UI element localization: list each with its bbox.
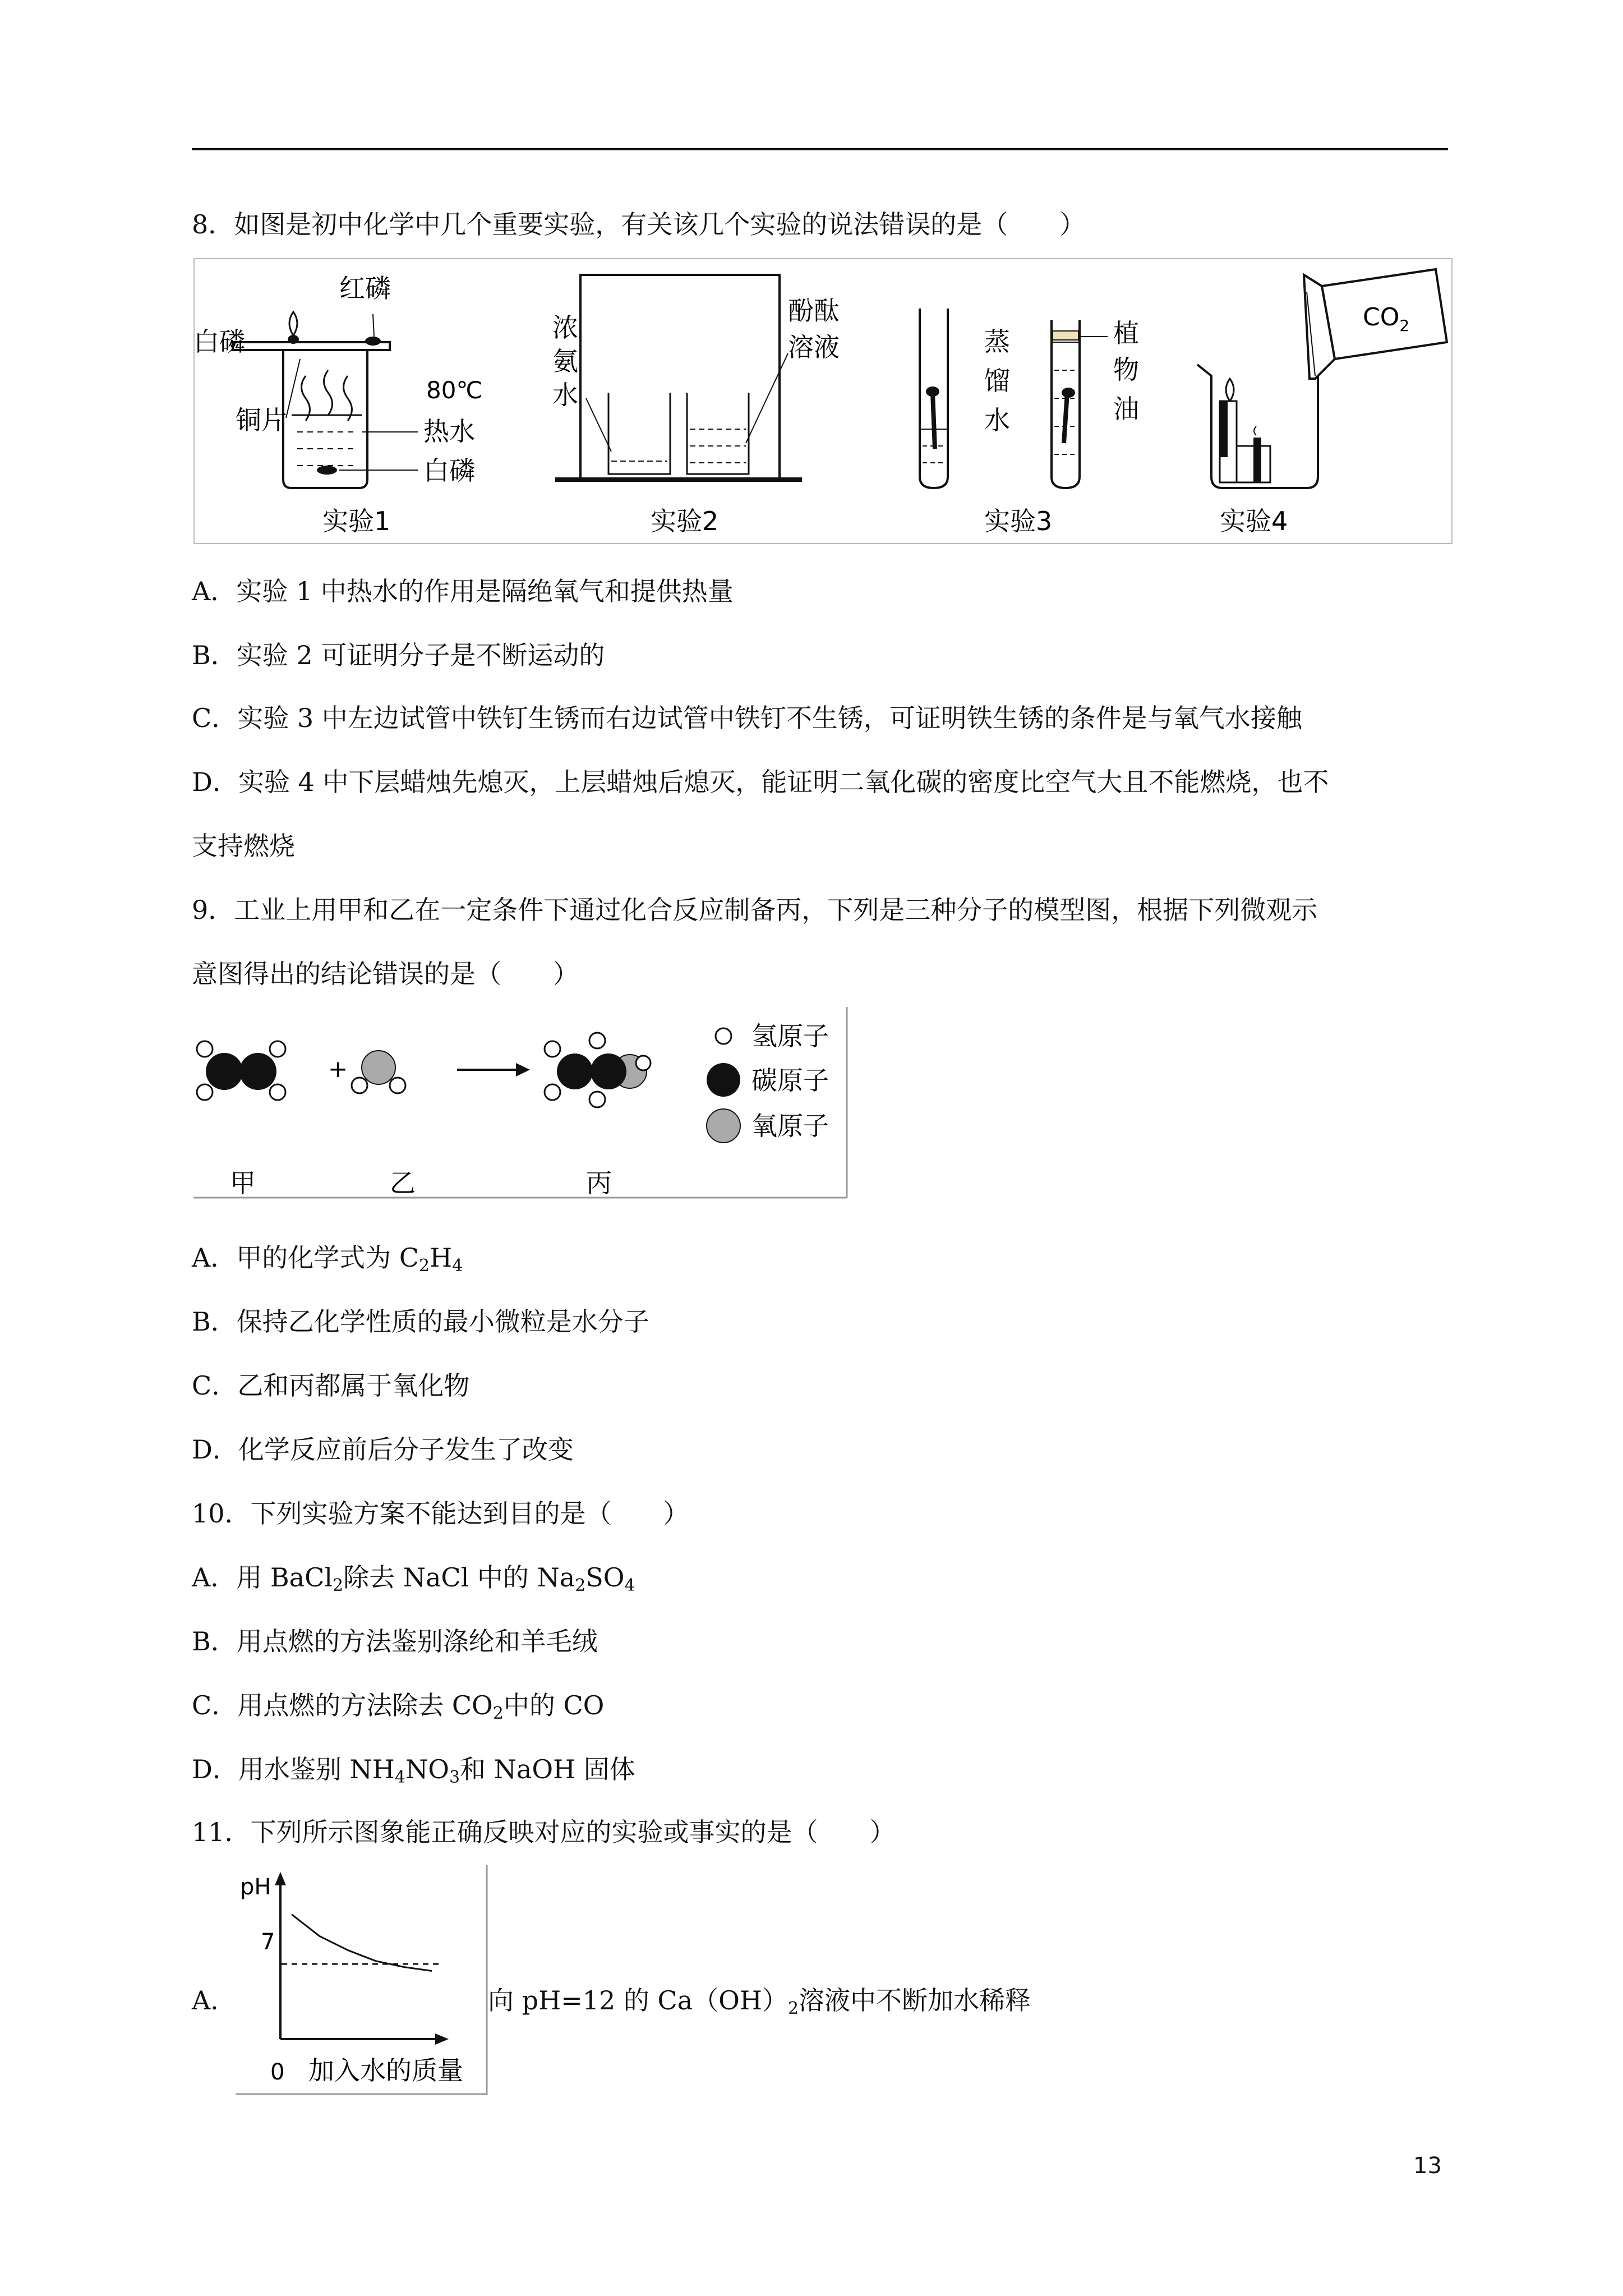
exp1-white-p-bottom-label: 白磷	[423, 455, 475, 486]
q9-figure	[193, 1007, 850, 1203]
exp3-apparatus	[920, 309, 1139, 536]
q8-figure	[193, 258, 1453, 544]
exp2-phenol-1: 酚酞	[788, 296, 840, 326]
exp1-caption: 实验1	[322, 506, 391, 536]
q9-option-c: C．乙和丙都属于氧化物	[192, 1370, 470, 1401]
exp3-water-1: 蒸	[984, 326, 1010, 357]
chart-xlabel: 加入水的质量	[308, 2055, 463, 2086]
exp2-ammonia-2: 氨	[552, 346, 578, 376]
exp4-gas-label: $CO_2$	[1363, 303, 1410, 335]
molecule-yi	[352, 1051, 405, 1093]
exp1-hot-water-label: 热水	[423, 416, 475, 447]
q11-option-a-label: A．	[192, 1985, 237, 2016]
chart-origin: 0	[270, 2059, 285, 2085]
exp3-water-3: 水	[984, 405, 1010, 435]
exp2-phenol-2: 溶液	[788, 332, 840, 362]
q9-stem-line2: 意图得出的结论错误的是（ ）	[192, 959, 579, 989]
q9-stem-line1: 9．工业上用甲和乙在一定条件下通过化合反应制备丙，下列是三种分子的模型图，根据下列微观示	[192, 895, 1318, 925]
q10-option-b: B．用点燃的方法鉴别涤纶和羊毛绒	[192, 1626, 598, 1657]
q8-option-d-line1: D．实验 4 中下层蜡烛先熄灭，上层蜡烛后熄灭，能证明二氧化碳的密度比空气大且不能燃烧，也不	[192, 767, 1329, 797]
q8-option-d-line2: 支持燃烧	[192, 831, 295, 861]
q11-stem: 11．下列所示图象能正确反映对应的实验或事实的是（ ）	[192, 1817, 896, 1847]
legend-carbon: 碳原子	[751, 1065, 829, 1096]
exp1-white-p-top-label: 白磷	[193, 326, 245, 357]
chart-ylabel: pH	[240, 1874, 271, 1900]
header-rule	[192, 148, 1448, 150]
exp2-ammonia-3: 水	[552, 380, 578, 410]
label-jia: 甲	[230, 1168, 256, 1198]
exp3-oil-2: 物	[1113, 355, 1139, 385]
label-bing: 丙	[586, 1168, 612, 1198]
exp4-apparatus	[1197, 269, 1447, 536]
exp3-water-2: 馏	[984, 366, 1010, 396]
chart-y-tick-7: 7	[261, 1929, 275, 1955]
exp3-oil-3: 油	[1113, 394, 1139, 424]
exp3-caption: 实验3	[984, 506, 1053, 536]
q8-option-a: A．实验 1 中热水的作用是隔绝氧气和提供热量	[192, 576, 734, 606]
exp1-copper-label: 铜片	[236, 405, 287, 435]
q8-option-b: B．实验 2 可证明分子是不断运动的	[192, 640, 605, 670]
q11-chart	[236, 1865, 488, 2095]
exp2-caption: 实验2	[651, 506, 719, 536]
q9-option-d: D．化学反应前后分子发生了改变	[192, 1434, 574, 1465]
exp3-oil-1: 植	[1113, 318, 1139, 348]
exp2-apparatus	[552, 275, 840, 536]
legend-hydrogen: 氢原子	[751, 1021, 829, 1051]
q11-option-a-text: 向 pH=12 的 $Ca(OH)_2$溶液中不断加水稀释	[488, 1985, 1031, 2018]
q9-option-a: A．甲的化学式为 $C_2H_4$	[192, 1243, 463, 1276]
q9-plus: +	[328, 1055, 348, 1083]
q10-stem: 10．下列实验方案不能达到目的是（ ）	[192, 1498, 689, 1529]
legend-oxygen: 氧原子	[751, 1111, 829, 1141]
q8-stem: 8．如图是初中化学中几个重要实验，有关该几个实验的说法错误的是（ ）	[192, 209, 1086, 240]
molecule-jia	[197, 1041, 285, 1100]
molecule-bing	[545, 1033, 651, 1107]
chart-series-line	[292, 1915, 432, 1971]
exp2-ammonia-1: 浓	[552, 312, 578, 343]
page-number: 13	[1413, 2153, 1442, 2179]
q10-option-d: D．用水鉴别 $NH_4NO_3$和 NaOH 固体	[192, 1754, 635, 1787]
label-yi: 乙	[390, 1168, 416, 1198]
q8-option-c: C．实验 3 中左边试管中铁钉生锈而右边试管中铁钉不生锈，可证明铁生锈的条件是与氧气水接触	[192, 703, 1302, 733]
exp1-red-p-label: 红磷	[339, 273, 391, 303]
exp4-caption: 实验4	[1220, 506, 1288, 536]
q9-option-b: B．保持乙化学性质的最小微粒是水分子	[192, 1306, 649, 1337]
exp1-apparatus	[193, 273, 483, 536]
exp1-temp-label: 80℃	[426, 376, 483, 404]
q10-option-c: C．用点燃的方法除去 $CO_2$中的 CO	[192, 1690, 605, 1723]
q10-option-a: A．用 BaCl$_2$除去 NaCl 中的 $Na_2SO_4$	[192, 1562, 635, 1595]
